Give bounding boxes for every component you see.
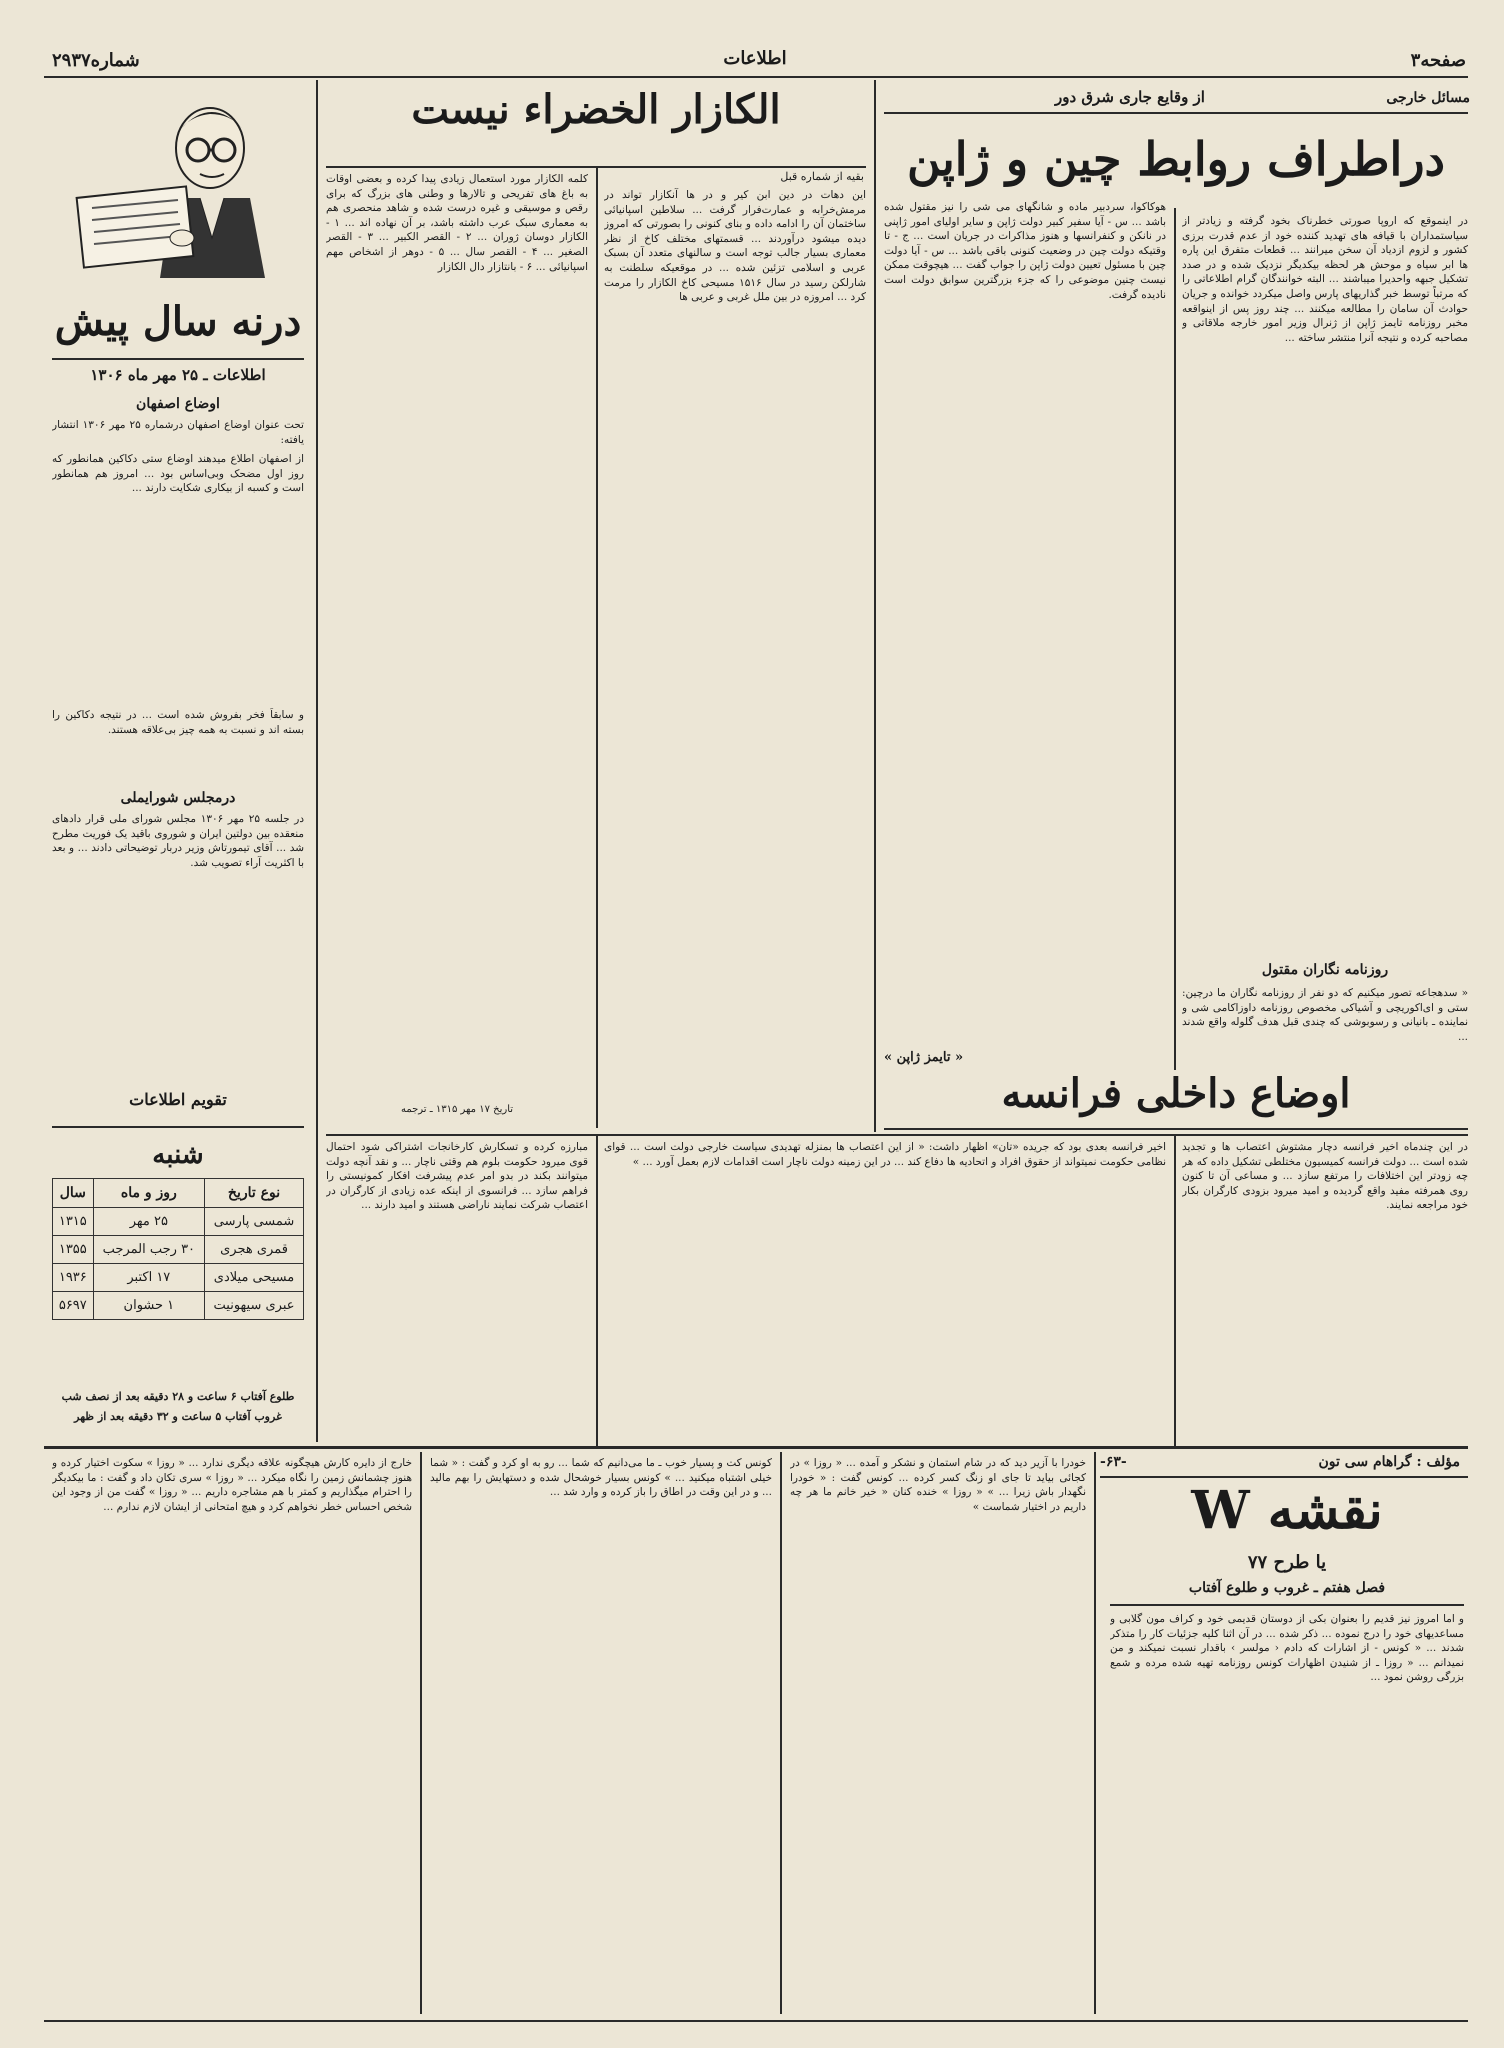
isfahan-paragraph-2: و سابقاً فخر بفروش شده است ... در نتیجه دکاکین را بسته اند و نسبت به همه چیز بی‌علاقه هستند. (52, 709, 304, 736)
calendar-cell: شمسی پارسی (205, 1208, 304, 1236)
alcazar-footer: تاریخ ۱۷ مهر ۱۳۱۵ ـ ترجمه (400, 1104, 514, 1115)
serial-divider-3 (420, 1452, 422, 2014)
calendar-cell: قمری هجری (205, 1236, 304, 1264)
serial-column-3: کونس کت و پسیار خوب ـ ما می‌دانیم که شما ... رو به او کرد و گفت : « شما خیلی اشتباه میکنید ... » کونس بسیار خوشحال شده و دستهایش را بهم مالید ... و در این وقت در اطاق را باز کرده و وارد شد ... (430, 1457, 772, 1499)
sunset-line: غروب آفتاب ۵ ساعت و ۳۲ دقیقه بعد از ظهر (74, 1410, 282, 1423)
page-number: صفحه۳ (1410, 50, 1466, 71)
serial-top-rule (44, 1446, 1468, 1449)
page-bottom-rule (44, 2020, 1468, 2022)
calendar-cell: ۱۳۱۵ (53, 1208, 94, 1236)
journalists-text: « سدهجاعه تصور میکنیم که دو نفر از روزنامه نگاران ما درچین: ستی و ای‌اکوریچی و آشیاکی مخصوص روزنامه داوزاکامی شی و نماینده ـ بانیانی و رسوبوشی که چندی قبل هدف گلوله واقع شدند ... (1182, 987, 1468, 1043)
paper-name: اطلاعات (723, 48, 787, 69)
china-japan-column-1: در اینموقع که اروپا صورتی خطرناک بخود گرفته و زیادتر از سیاستمداران با قیافه های تهدید کننده خود از عدم قدرت برزی کشور و لزوم ازدیاد آن سخن میرانند ... قطعات متفرق این پاره ها ابر سیاه و موحش هر لحظه بیکدیگر نزدیک شده و در صدد تشکیل جبهه واحدیرا میباشند ... البته خوانندگان گرام اطلاعاتی را که مرتباً توسط خبر گذاریهای پارس واصل میکردد خوانده و جریان حوادث آن سامان را مطالعه میکنند ... چند روز پس از اینواقعه مخبر روزنامه تایمز ژاپن از ژنرال وزیر امور خارجه ملاقاتی و مصاحبه کرده و نتیجه آنرا منتشر ساخته ... (1182, 215, 1468, 344)
foreign-affairs-kicker: مسائل خارجی (1386, 90, 1470, 106)
serial-column-1: و اما امروز نیز قدیم را بعنوان بکی از دوستان قدیمی خود و کراف مون گلابی و مساعدیهای خود را درج نموده ... ذکر شده ... در آن اثنا کلیه جزئیات کار را متذکر شدند ... « کونس - از اشارات که دادم ‹ مولسر › باقدار نسبت نمیکند و من نمیدانم ... « روزا ـ از شنیدن اظهارات کونس روزنامه تهیه شده مرده و شمع بزرگی روشن نمود ... (1110, 1613, 1464, 1684)
left-column-divider (316, 80, 318, 1442)
serial-alt-title: یا طرح ۷۷ (1247, 1552, 1327, 1573)
france-divider-2 (596, 1136, 598, 1448)
serial-number: -۶۳- (1100, 1454, 1127, 1470)
sunrise-line: طلوع آفتاب ۶ ساعت و ۲۸ دقیقه بعد از نصف شب (61, 1390, 295, 1403)
journalists-heading: روزنامه نگاران مقتول (1261, 962, 1389, 978)
china-japan-column-2: هوکاکوا، سردبیر ماده و شانگهای می شی را نیز مقتول شده باشد ... س - آیا سفیر کبیر دولت ژاپن و سایر اولیای امور ژاپنی در نانکن و کنفرانسها و هنوز مذاکرات در جریان است ... ج - تا وقتیکه دولت چین در وضعیت کنونی باقی باشد ... س - آیا دولت چین با مسئول تعیین دولت ژاپن را جواب گفت ... هیچوقت ممکن نیست چنین موضوعی را که جزء بزرگترین سوابق دولت است نادیده گرفت. (884, 201, 1166, 301)
serial-author: مؤلف : گراهام سی تون (1318, 1454, 1460, 1470)
france-column-3: مبارزه کرده و تسکارش کارخانجات اشتراکی شود احتمال قوی میرود حکومت بلوم هم وقتی ناچار ... و نقد آنچه دولت میتوانند بکند در بدو امر عدم پیشرفت افکار کمونیستی را فراهم سازد ... فرانسوی از اینکه عده زیادی از کارگران در اعتصاب شرکت نمایند ناراضی هستند و امید دارند ... (326, 1141, 588, 1212)
china-col-divider (1174, 208, 1176, 1072)
china-kicker-rule (884, 112, 1468, 114)
title-underline (52, 358, 304, 360)
calendar-cell: ۱۹۳۶ (53, 1264, 94, 1292)
alcazar-column-2: کلمه الکازار مورد استعمال زیادی پیدا کرده و بعضی اوقات به باغ های تفریحی و تالارها و وطنی های بزرگ که برای رقص و موسیقی و غیره درست شده و شاهد منحصری هم به معماری سبک عرب داشته باشد، بر آن نهاده اند ... ۱ - الکازار دوسان ژوران ... ۲ - القصر الکبیر ... ۳ - القصر الصغیر ... ۴ - القصر سال ... ۵ - دوهر از اشخاص مهم اسپانیائی ... ۶ - بانتازار دال الکازار (326, 173, 588, 273)
france-column-1: در این چندماه اخیر فرانسه دچار مشتوش اعتصاب ها و تجدید شده است ... دولت فرانسه کمیسیون مختلطی تشکیل داده که هر چه زودتر این اختلافات را مرتفع سازد ... و مساعی آن تا کنون روی همرفته مفید واقع گردیده و امید میرود بزودی کارگران بکار خود مراجعه نمایند. (1182, 1141, 1468, 1212)
majlis-heading: درمجلس شورایملی (120, 790, 236, 806)
calendar-cell: مسیحی میلادی (205, 1264, 304, 1292)
isfahan-paragraph-1: از اصفهان اطلاع میدهند اوضاع ستی دکاکین همانطور که روز اول مضحک وبی‌اساس بود ... امروز هم همانطور است و کسبه از بیکاری شکایت دارند ... (52, 453, 304, 495)
majlis-paragraph: در جلسه ۲۵ مهر ۱۳۰۶ مجلس شورای ملی قرار دادهای منعقده بین دولتین ایران و شوروی باقید یک فوریت مطرح شد ... آقای تیمورتاش وزیر دربار توضیحاتی دادند ... و بعد با اکثریت آراء تصویب شد. (52, 813, 304, 869)
calendar-cell: ۱ حشوان (93, 1292, 204, 1320)
alcazar-continued: بقیه از شماره قبل (780, 170, 864, 183)
calendar-table-wrap (52, 1178, 304, 1320)
serial-divider-2 (780, 1452, 782, 2014)
calendar-cell: ۵۶۹۷ (53, 1292, 94, 1320)
france-title-rule (884, 1128, 1468, 1130)
dateline: اطلاعات ـ ۲۵ مهر ماه ۱۳۰۶ (90, 366, 266, 384)
calendar-day: شنبه (152, 1140, 204, 1170)
serial-title: نقشه W (1191, 1480, 1383, 1541)
calendar-rule (52, 1126, 304, 1128)
calendar-row (53, 1236, 304, 1264)
serial-column-4: خارج از دایره کارش هیچگونه علاقه دیگری ندارد ... « روزا » سکوت اختیار کرده و هنوز چشمانش زمین را نگاه میکرد ... « روزا » سری تکان داد و گفت : ما بیکدیگر را احترام میگذاریم و کمتر با هم مشاجره داریم ... « روزا » گفت من از وجود این شخص احساس خطر نخواهم کرد و هیچ امتحانی از ایشان لازم ندارم ... (52, 1457, 412, 1513)
calendar-row (53, 1292, 304, 1320)
times-japan-signature: « تایمز ژاپن » (884, 1050, 964, 1065)
china-japan-title: دراطراف روابط چین و ژاپن (906, 132, 1446, 186)
serial-chapter: فصل هفتم ـ غروب و طلوع آفتاب (1188, 1580, 1386, 1596)
serial-author-rule (1100, 1476, 1468, 1478)
far-east-subtitle: از وقایع جاری شرق دور (1055, 88, 1205, 106)
calendar-col-year: سال (53, 1179, 94, 1208)
alcazar-col-divider (596, 168, 598, 1128)
serial-chapter-rule (1110, 1604, 1464, 1606)
calendar-cell: ۱۷ اکتبر (93, 1264, 204, 1292)
serial-column-2: خودرا با آزیر دید که در شام استمان و نشکر و آمده ... « روزا » در کجائی بیاید تا جای او زنگ کسر کرده ... کونس گفت : « خودرا نگهدار باش زیرا ... » « روزا » خنده کنان « خیر خانم ما هر چه داریم در اختیار شماست » (790, 1457, 1086, 1513)
middle-divider (874, 80, 876, 1132)
calendar-col-day: روز و ماه (93, 1179, 204, 1208)
alcazar-column-1: این دهات در دین ابن کیر و در ها آنکازار تواند در مرمش‌خرابه و عمارت‌فرار گرفت ... سلاطین اسپانیائی ساختمان آن را ادامه داده و بنای کنونی را بصورتی که امروز دیده میشود درآوردند ... قسمتهای مختلف کاخ از نظر معماری بسیار جالب توجه است و سالنهای متعدد آن بسبک عربی و اسلامی تزئین شده ... در موقعیکه سلطنت به شارلکن رسید در سال ۱۵۱۶ مسیحی کاخ الکازار را مرمت کرد ... امروزه در بین ملل غربی و عربی ها (604, 189, 866, 304)
issue-number: شماره۲۹۳۷ (52, 50, 140, 71)
calendar-row (53, 1208, 304, 1236)
calendar-col-type: نوع تاریخ (205, 1179, 304, 1208)
calendar-cell: ۳۰ رجب المرجب (93, 1236, 204, 1264)
calendar-row (53, 1264, 304, 1292)
calendar-cell: عبری سیهونیت (205, 1292, 304, 1320)
france-divider-1 (1174, 1136, 1176, 1448)
calendar-cell: ۲۵ مهر (93, 1208, 204, 1236)
calendar-cell: ۱۳۵۵ (53, 1236, 94, 1264)
masthead-rule (44, 76, 1468, 78)
france-column-2: اخیر فرانسه بعدی بود که جریده «تان» اظهار داشت: « از این اعتصاب ها بمنزله تهدیدی سیاست خارجی دولت است ... قوای نظامی حکومت نمیتواند از حقوق افراد و اتحادیه ها دفاع کند ... در این زمینه دولت ناچار است اقدامات لازم بعمل آورد ... » (604, 1141, 1166, 1168)
isfahan-intro: تحت عنوان اوضاع اصفهان درشماره ۲۵ مهر ۱۳۰۶ انتشار یافته: (52, 419, 304, 446)
reading-man-illustration (60, 88, 300, 284)
calendar-header-row (53, 1179, 304, 1208)
alcazar-title: الکازار الخضراء نیست (411, 86, 781, 133)
nine-years-ago-title: درنه سال پیش (54, 298, 302, 345)
isfahan-heading: اوضاع اصفهان (136, 396, 220, 412)
calendar-table (52, 1178, 304, 1320)
france-top-rule (326, 1134, 1468, 1136)
calendar-heading: تقویم اطلاعات (129, 1090, 227, 1109)
serial-divider-1 (1094, 1452, 1096, 2014)
france-headline: اوضاع داخلی فرانسه (884, 1070, 1468, 1117)
